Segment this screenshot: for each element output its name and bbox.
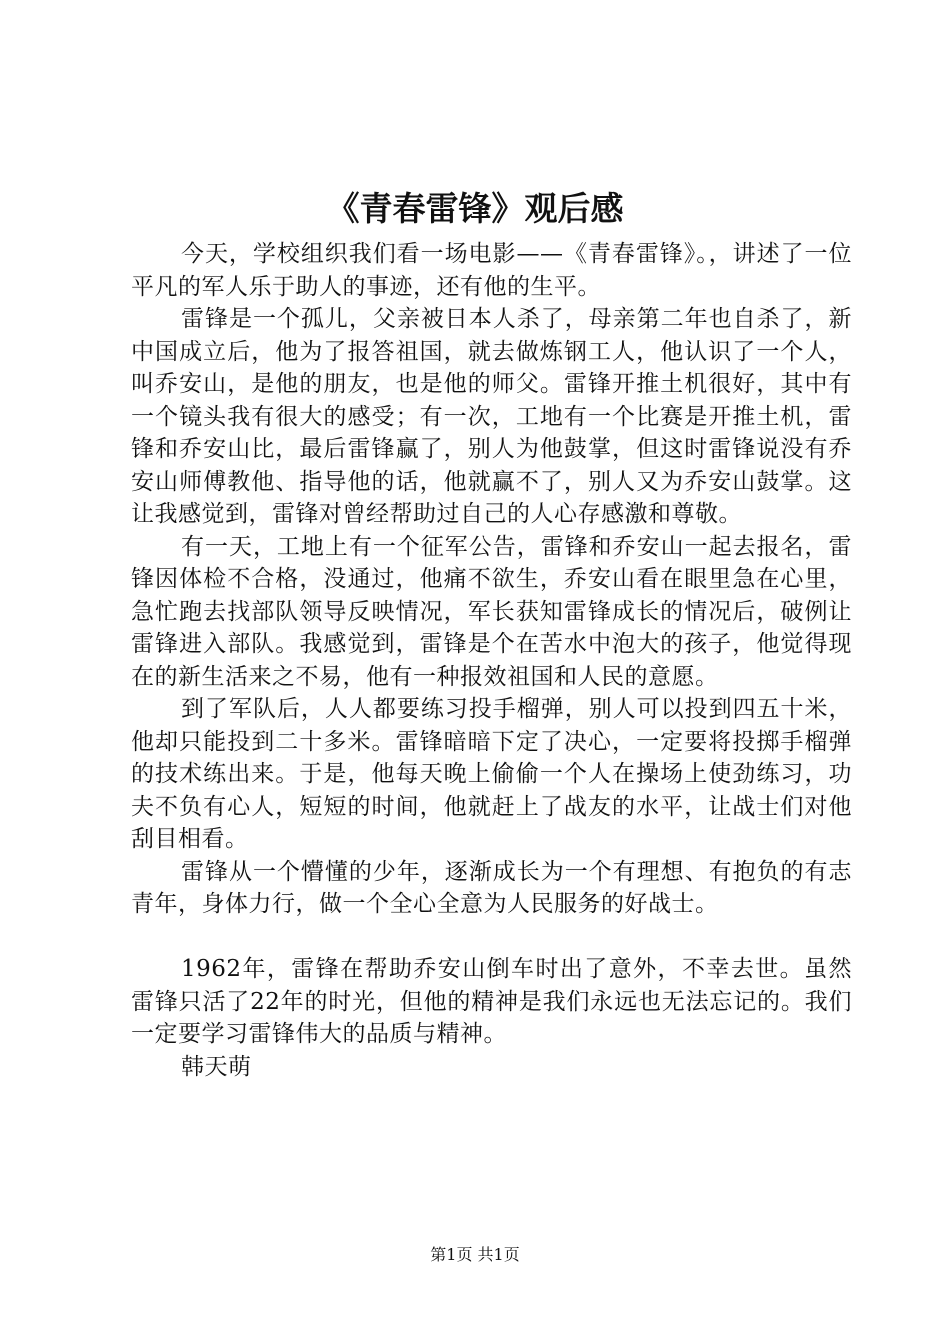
paragraph-spacer	[131, 921, 852, 954]
paragraph: 今天，学校组织我们看一场电影——《青春雷锋》。，讲述了一位平凡的军人乐于助人的事迹，还有他的生平。	[131, 241, 852, 300]
paragraph: 有一天，工地上有一个征军公告，雷锋和乔安山一起去报名，雷锋因体检不合格，没通过，他痛不欲生，乔安山看在眼里急在心里，急忙跑去找部队领导反映情况，军长获知雷锋成长的情况后，破例让雷锋进入部队。我感觉到，雷锋是个在苦水中泡大的孩子，他觉得现在的新生活来之不易，他有一种报效祖国和人民的意愿。	[131, 533, 852, 690]
paragraph: 1962年，雷锋在帮助乔安山倒车时出了意外，不幸去世。虽然雷锋只活了22年的时光，但他的精神是我们永远也无法忘记的。我们一定要学习雷锋伟大的品质与精神。	[131, 956, 852, 1047]
page-footer: 第1页 共1页	[430, 1245, 520, 1264]
page-title: 《青春雷锋》观后感	[326, 189, 624, 228]
document-body	[131, 238, 852, 1083]
paragraph: 雷锋从一个懵懂的少年，逐渐成长为一个有理想、有抱负的有志青年，身体力行，做一个全心全意为人民服务的好战士。	[131, 858, 852, 917]
author-signature: 韩天萌	[181, 1053, 252, 1080]
paragraph: 到了军队后，人人都要练习投手榴弹，别人可以投到四五十米，他却只能投到二十多米。雷锋暗暗下定了决心，一定要将投掷手榴弹的技术练出来。于是，他每天晚上偷偷一个人在操场上使劲练习，功夫不负有心人，短短的时间，他就赶上了战友的水平，让战士们对他刮目相看。	[131, 696, 852, 852]
paragraph: 雷锋是一个孤儿，父亲被日本人杀了，母亲第二年也自杀了，新中国成立后，他为了报答祖国，就去做炼钢工人，他认识了一个人，叫乔安山，是他的朋友，也是他的师父。雷锋开推土机很好，其中有一个镜头我有很大的感受；有一次，工地有一个比赛是开推土机，雷锋和乔安山比，最后雷锋赢了，别人为他鼓掌，但这时雷锋说没有乔安山师傅教他、指导他的话，他就赢不了，别人又为乔安山鼓掌。这让我感觉到，雷锋对曾经帮助过自己的人心存感激和尊敬。	[131, 306, 852, 527]
